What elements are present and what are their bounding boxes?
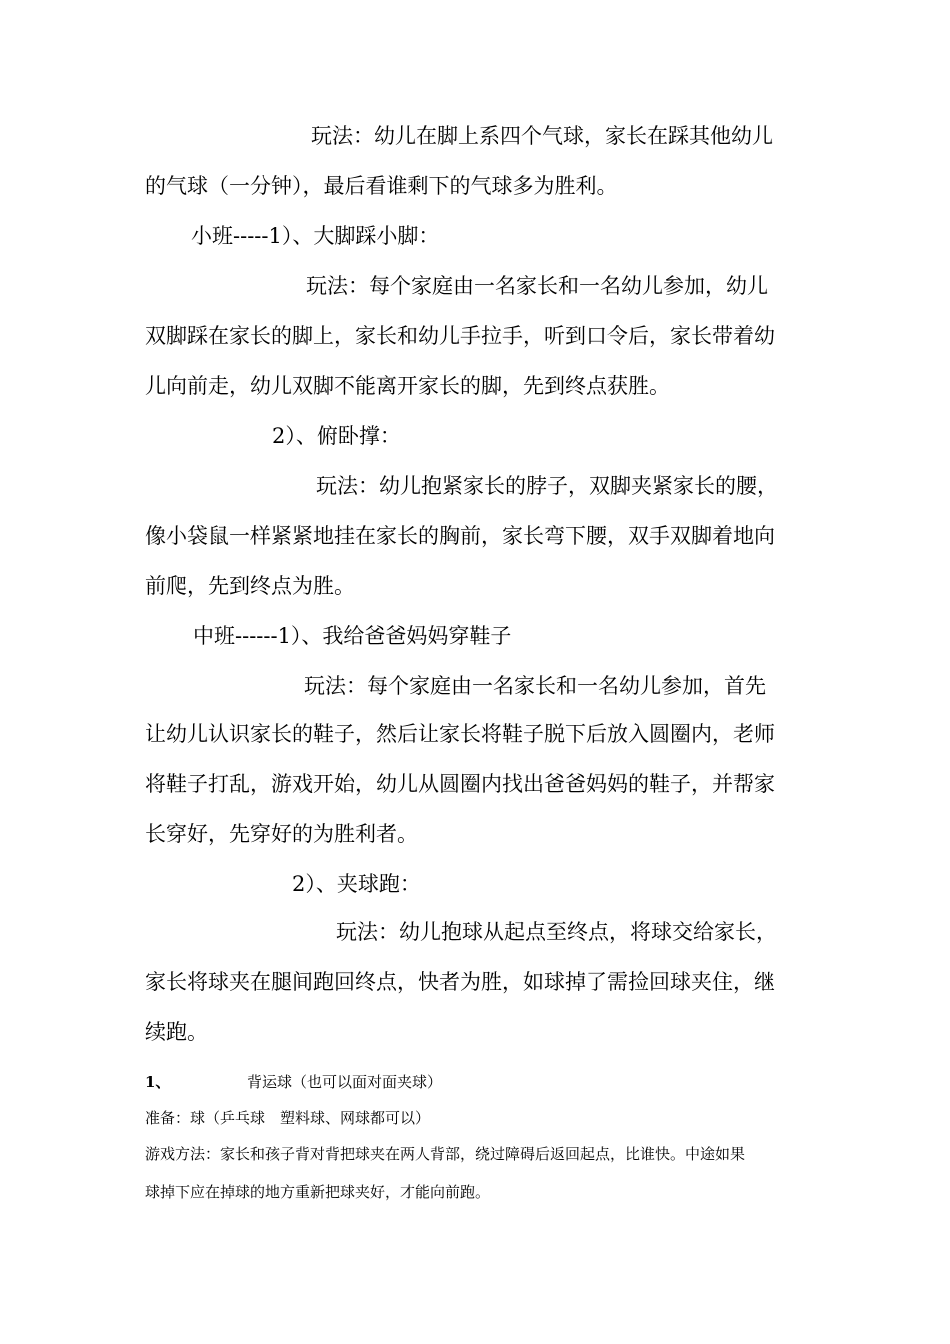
section-prep: 准备：球（乒乓球 塑料球、网球都可以） (145, 1109, 431, 1127)
heading-middle-class-2: 2）、夹球跑： (292, 872, 421, 896)
section-title: 背运球（也可以面对面夹球） (247, 1073, 443, 1091)
p4-line2: 让幼儿认识家长的鞋子，然后让家长将鞋子脱下后放入圆圈内，老师 (145, 722, 775, 746)
p1-line1: 玩法：幼儿在脚上系四个气球，家长在踩其他幼儿 (311, 124, 773, 148)
heading-small-class-2: 2）、俯卧撑： (272, 424, 401, 448)
p1-line2: 的气球（一分钟），最后看谁剩下的气球多为胜利。 (145, 174, 618, 198)
p4-line1: 玩法：每个家庭由一名家长和一名幼儿参加，首先 (304, 674, 766, 698)
section-number: 1、 (145, 1073, 171, 1091)
heading-small-class: 小班-----1）、大脚踩小脚： (191, 224, 440, 248)
heading-middle-class: 中班------1）、我给爸爸妈妈穿鞋子 (193, 624, 512, 648)
p4-line4: 长穿好，先穿好的为胜利者。 (145, 822, 418, 846)
p3-line1: 玩法：幼儿抱紧家长的脖子，双脚夹紧家长的腰， (316, 474, 778, 498)
p2-line3: 儿向前走，幼儿双脚不能离开家长的脚，先到终点获胜。 (145, 374, 670, 398)
p2-line1: 玩法：每个家庭由一名家长和一名幼儿参加，幼儿 (306, 274, 768, 298)
p4-line3: 将鞋子打乱，游戏开始，幼儿从圆圈内找出爸爸妈妈的鞋子，并帮家 (145, 772, 775, 796)
section-method-line1: 游戏方法：家长和孩子背对背把球夹在两人背部，绕过障碍后返回起点，比谁快。中途如果 (145, 1145, 746, 1163)
p3-line3: 前爬，先到终点为胜。 (145, 574, 355, 598)
p3-line2: 像小袋鼠一样紧紧地挂在家长的胸前，家长弯下腰，双手双脚着地向 (145, 524, 775, 548)
p5-line3: 续跑。 (145, 1020, 208, 1044)
p2-line2: 双脚踩在家长的脚上，家长和幼儿手拉手，听到口令后，家长带着幼 (145, 324, 775, 348)
p5-line2: 家长将球夹在腿间跑回终点，快者为胜，如球掉了需捡回球夹住，继 (145, 970, 775, 994)
section-method-line2: 球掉下应在掉球的地方重新把球夹好，才能向前跑。 (145, 1183, 491, 1201)
p5-line1: 玩法：幼儿抱球从起点至终点，将球交给家长， (336, 920, 777, 944)
